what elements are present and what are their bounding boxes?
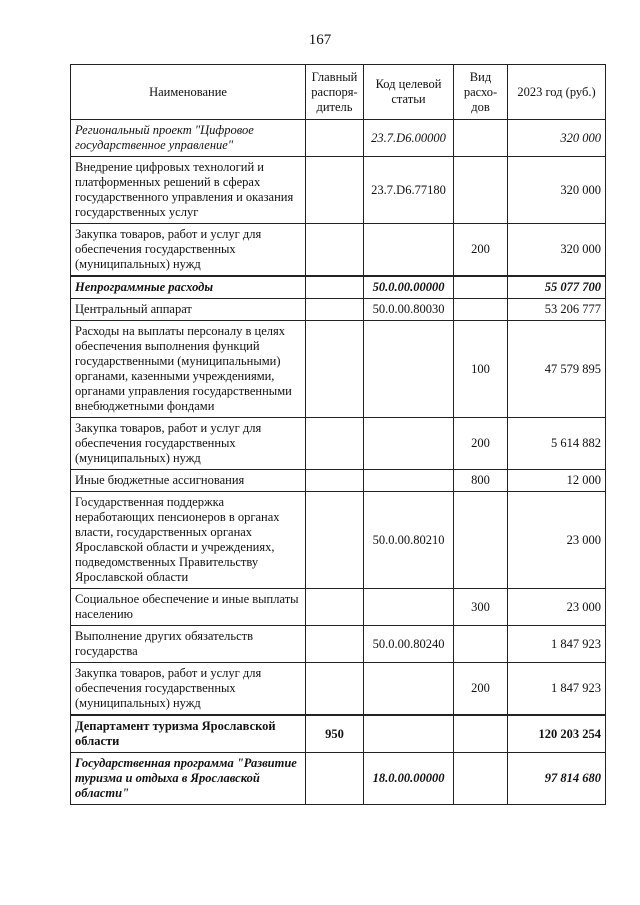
cell-chief: [306, 224, 364, 277]
cell-kind: [454, 276, 508, 299]
cell-name: Социальное обеспечение и иные выплаты населению: [71, 589, 306, 626]
cell-amount: 320 000: [508, 120, 606, 157]
cell-chief: [306, 470, 364, 492]
cell-kind: [454, 626, 508, 663]
cell-name: Региональный проект "Цифровое государственное управление": [71, 120, 306, 157]
cell-kind: [454, 157, 508, 224]
table-row: [71, 470, 606, 492]
cell-name: Иные бюджетные ассигнования: [71, 470, 306, 492]
header-kind: Вид расхо-дов: [454, 65, 508, 120]
cell-chief: [306, 299, 364, 321]
cell-amount: 320 000: [508, 224, 606, 277]
cell-name: Закупка товаров, работ и услуг для обеспечения государственных (муниципальных) нужд: [71, 663, 306, 716]
cell-code: 23.7.D6.00000: [364, 120, 454, 157]
cell-chief: [306, 276, 364, 299]
table-row: [71, 626, 606, 663]
cell-kind: [454, 299, 508, 321]
cell-amount: 5 614 882: [508, 418, 606, 470]
cell-kind: [454, 715, 508, 753]
cell-amount: 47 579 895: [508, 321, 606, 418]
cell-kind: [454, 492, 508, 589]
cell-amount: 97 814 680: [508, 753, 606, 805]
cell-code: [364, 321, 454, 418]
table-row: [71, 663, 606, 716]
table-row: [71, 715, 606, 753]
table-header-row: [71, 65, 606, 120]
cell-kind: 100: [454, 321, 508, 418]
header-code: Код целевой статьи: [364, 65, 454, 120]
cell-name: Расходы на выплаты персоналу в целях обеспечения выполнения функций государственными (муниципальными) органами, казенными учреждениями, органами управления государственными внебюджетными фондами: [71, 321, 306, 418]
cell-code: [364, 418, 454, 470]
table-row: [71, 157, 606, 224]
cell-amount: 55 077 700: [508, 276, 606, 299]
cell-chief: [306, 321, 364, 418]
table-row: [71, 224, 606, 277]
cell-code: [364, 663, 454, 716]
cell-chief: [306, 626, 364, 663]
cell-kind: 300: [454, 589, 508, 626]
cell-chief: [306, 157, 364, 224]
cell-chief: [306, 120, 364, 157]
cell-code: [364, 224, 454, 277]
cell-chief: [306, 753, 364, 805]
header-chief: Главный распоря-дитель: [306, 65, 364, 120]
cell-kind: 200: [454, 663, 508, 716]
cell-code: 50.0.00.00000: [364, 276, 454, 299]
cell-chief: [306, 663, 364, 716]
cell-chief: 950: [306, 715, 364, 753]
cell-chief: [306, 589, 364, 626]
table-row: [71, 120, 606, 157]
cell-kind: 200: [454, 224, 508, 277]
table-row: [71, 418, 606, 470]
budget-table: [70, 64, 606, 805]
cell-code: 50.0.00.80210: [364, 492, 454, 589]
header-name: Наименование: [71, 65, 306, 120]
cell-chief: [306, 418, 364, 470]
page-number: 167: [308, 32, 332, 48]
table-body: [71, 120, 606, 805]
cell-name: Закупка товаров, работ и услуг для обеспечения государственных (муниципальных) нужд: [71, 418, 306, 470]
cell-kind: 200: [454, 418, 508, 470]
cell-code: [364, 715, 454, 753]
cell-name: Государственная поддержка неработающих пенсионеров в органах власти, государственных органах Ярославской области и учреждениях, подведомственных Правительству Ярославской области: [71, 492, 306, 589]
cell-amount: 1 847 923: [508, 663, 606, 716]
cell-kind: [454, 753, 508, 805]
cell-name: Закупка товаров, работ и услуг для обеспечения государственных (муниципальных) нужд: [71, 224, 306, 277]
table-row: [71, 589, 606, 626]
cell-code: 50.0.00.80030: [364, 299, 454, 321]
cell-chief: [306, 492, 364, 589]
cell-amount: 53 206 777: [508, 299, 606, 321]
cell-name: Непрограммные расходы: [71, 276, 306, 299]
cell-code: 50.0.00.80240: [364, 626, 454, 663]
cell-name: Центральный аппарат: [71, 299, 306, 321]
cell-amount: 320 000: [508, 157, 606, 224]
cell-name: Выполнение других обязательств государства: [71, 626, 306, 663]
header-amount: 2023 год (руб.): [508, 65, 606, 120]
table-row: [71, 753, 606, 805]
cell-kind: 800: [454, 470, 508, 492]
cell-code: 18.0.00.00000: [364, 753, 454, 805]
table-row: [71, 321, 606, 418]
cell-amount: 12 000: [508, 470, 606, 492]
cell-amount: 1 847 923: [508, 626, 606, 663]
cell-code: [364, 470, 454, 492]
table-row: [71, 492, 606, 589]
table-row: [71, 276, 606, 299]
cell-name: Внедрение цифровых технологий и платформенных решений в сферах государственного управления и оказания государственных услуг: [71, 157, 306, 224]
cell-name: Государственная программа "Развитие туризма и отдыха в Ярославской области": [71, 753, 306, 805]
cell-kind: [454, 120, 508, 157]
cell-code: 23.7.D6.77180: [364, 157, 454, 224]
cell-amount: 23 000: [508, 492, 606, 589]
cell-amount: 23 000: [508, 589, 606, 626]
cell-name: Департамент туризма Ярославской области: [71, 715, 306, 753]
cell-amount: 120 203 254: [508, 715, 606, 753]
table-row: [71, 299, 606, 321]
cell-code: [364, 589, 454, 626]
